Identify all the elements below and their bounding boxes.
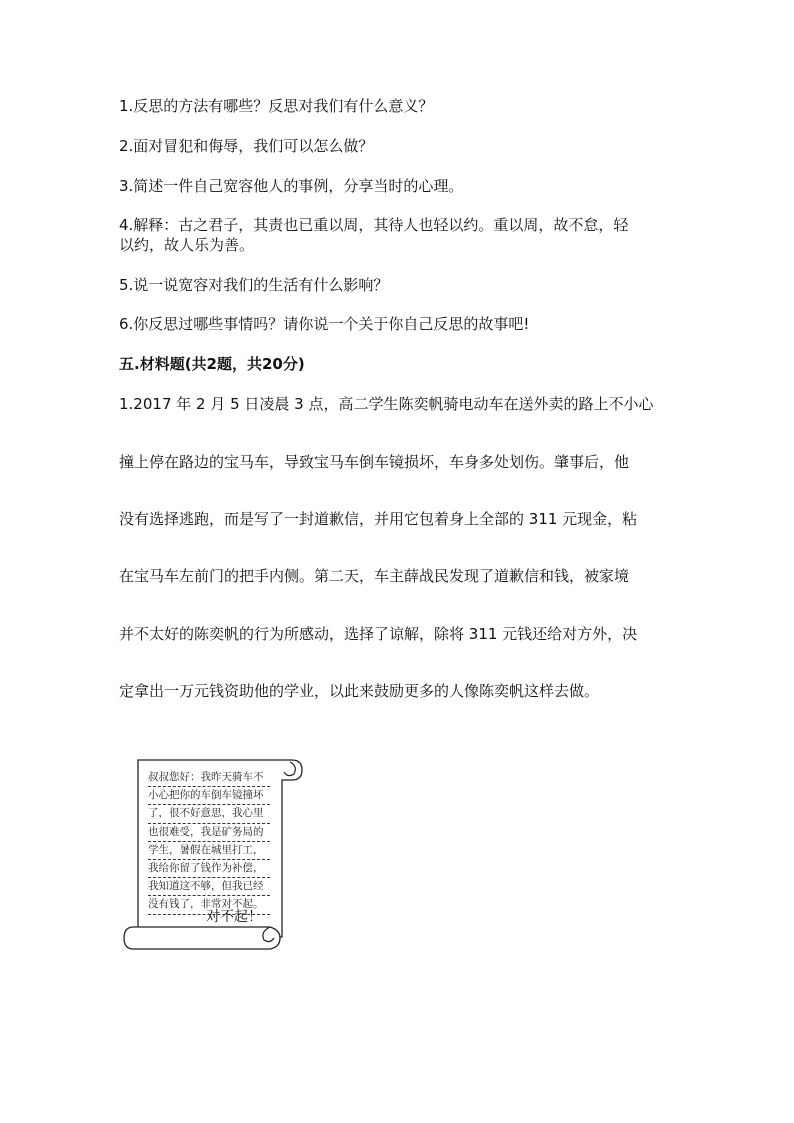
material-line-5: 并不太好的陈奕帆的行为所感动，选择了谅解，除将 311 元钱还给对方外，决 — [119, 625, 638, 643]
letter-line-2: 小心把你的车倒车镜撞坏 — [148, 787, 270, 805]
question-5: 5.说一说宽容对我们的生活有什么影响？ — [119, 276, 389, 294]
material-line-6: 定拿出一万元钱资助他的学业，以此来鼓励更多的人像陈奕帆这样去做。 — [119, 682, 600, 700]
question-6: 6.你反思过哪些事情吗？请你说一个关于你自己反思的故事吧! — [119, 315, 530, 333]
question-2: 2.面对冒犯和侮辱，我们可以怎么做？ — [119, 137, 374, 155]
letter-line-5: 学生，暑假在城里打工， — [148, 842, 270, 860]
question-3: 3.简述一件自己宽容他人的事例，分享当时的心理。 — [119, 177, 464, 195]
material-line-3: 没有选择逃跑，而是写了一封道歉信，并用它包着身上全部的 311 元现金，粘 — [119, 510, 638, 528]
letter-signature: 对不起！ — [206, 909, 262, 925]
material-line-2: 撞上停在路边的宝马车，导致宝马车倒车镜损坏，车身多处划伤。肇事后，他 — [119, 453, 630, 471]
letter-line-4: 也很难受，我是矿务局的 — [148, 824, 270, 842]
letter-line-8: 没有钱了，非常对不起。 — [148, 896, 270, 914]
question-1: 1.反思的方法有哪些？反思对我们有什么意义？ — [119, 97, 434, 115]
letter-line-1: 叔叔您好：我昨天骑车不 — [148, 769, 270, 787]
letter-line-7: 我知道这不够，但我已经 — [148, 878, 270, 896]
material-line-4: 在宝马车左前门的把手内侧。第二天，车主薛战民发现了道歉信和钱，被家境 — [119, 567, 630, 585]
letter-line-6: 我给你留了钱作为补偿， — [148, 860, 270, 878]
material-line-1: 1.2017 年 2 月 5 日凌晨 3 点，高二学生陈奕帆骑电动车在送外卖的路上不小心 — [119, 395, 654, 413]
question-4-line-2: 以约，故人乐为善。 — [119, 236, 255, 254]
question-4-line-1: 4.解释：古之君子，其责也已重以周，其待人也轻以约。重以周，故不怠，轻 — [119, 216, 629, 234]
section-title: 五.材料题(共2题，共20分) — [119, 355, 305, 373]
letter-line-3: 了，很不好意思，我心里 — [148, 805, 270, 823]
apology-letter — [148, 769, 270, 915]
